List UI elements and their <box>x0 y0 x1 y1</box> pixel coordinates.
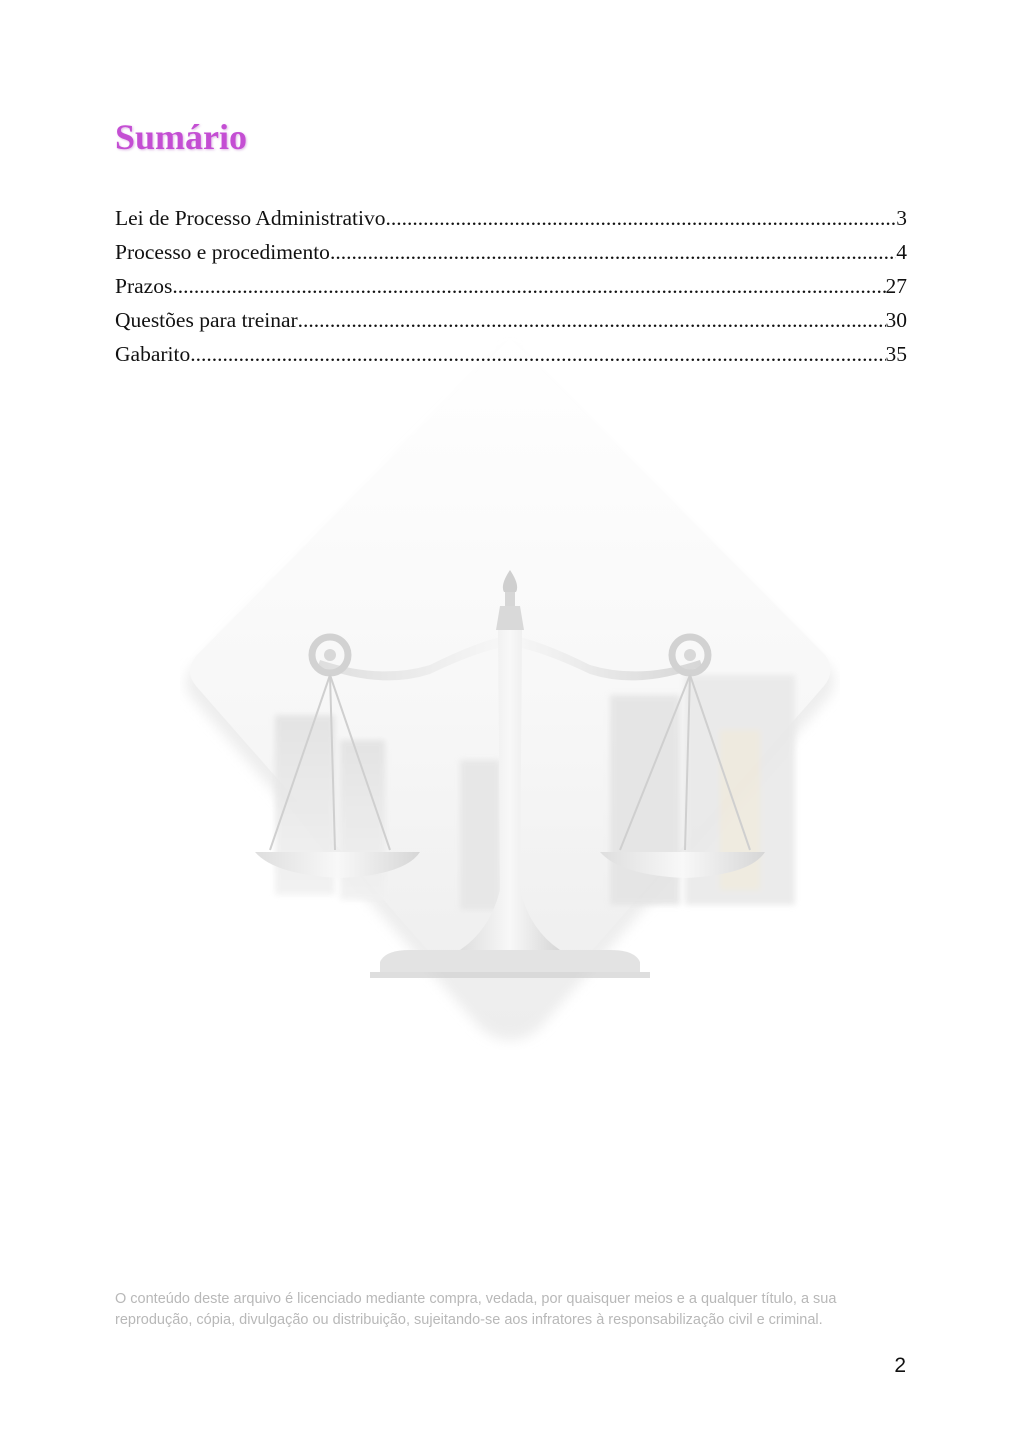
toc-entry-questoes-para-treinar[interactable] <box>115 303 907 337</box>
toc-entry-page: 27 <box>885 274 907 298</box>
toc-entry-page: 4 <box>896 240 907 264</box>
toc-dot-leader <box>330 235 896 269</box>
toc-dot-leader <box>298 303 886 337</box>
table-of-contents <box>115 201 907 371</box>
license-notice: O conteúdo deste arquivo é licenciado mediante compra, vedada, por quaisquer meios e a qualquer título, a sua reprodução, cópia, divulgação ou distribuição, sujeitando-se aos infratores à responsabilização civil e criminal. <box>115 1291 837 1328</box>
toc-entry-prazos[interactable] <box>115 269 907 303</box>
toc-entry-label: Lei de Processo Administrativo <box>115 206 386 230</box>
toc-dot-leader <box>190 337 885 371</box>
toc-entry-page: 35 <box>885 342 907 366</box>
toc-entry-label: Gabarito <box>115 342 191 366</box>
toc-entry-lei-de-processo-administrativo[interactable] <box>115 201 907 235</box>
toc-entry-page: 3 <box>896 206 907 230</box>
toc-entry-label: Questões para treinar <box>115 308 298 332</box>
toc-entry-page: 30 <box>885 308 907 332</box>
toc-dot-leader <box>386 201 897 235</box>
toc-entry-gabarito[interactable] <box>115 337 907 371</box>
toc-dot-leader <box>172 269 885 303</box>
page-number: 2 <box>894 1354 906 1377</box>
scales-of-justice-icon <box>180 330 840 1050</box>
page-title: Sumário <box>115 117 248 157</box>
toc-entry-processo-e-procedimento[interactable] <box>115 235 907 269</box>
toc-entry-label: Prazos <box>115 274 173 298</box>
toc-entry-label: Processo e procedimento <box>115 240 330 264</box>
